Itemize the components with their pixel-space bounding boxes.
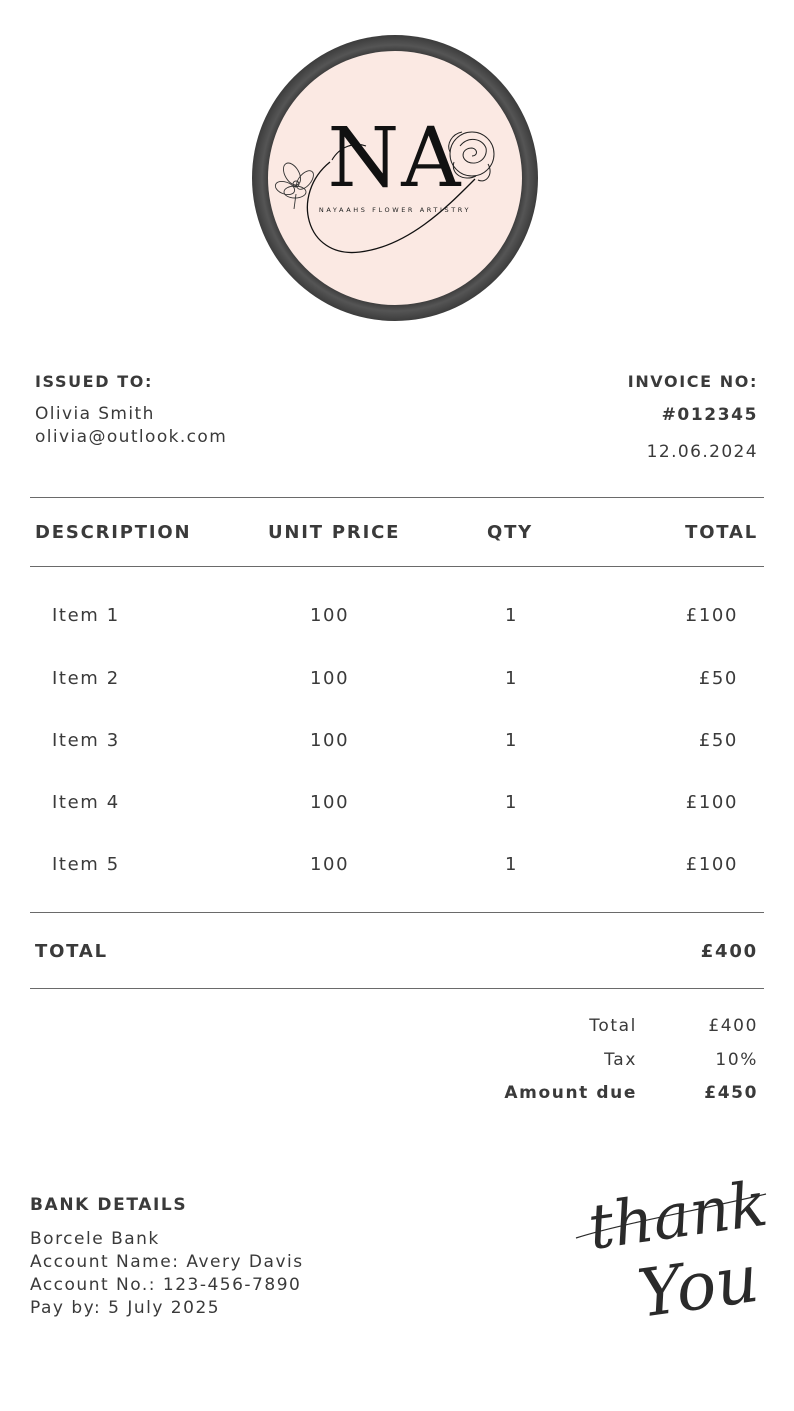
- row-unit-price: 100: [310, 668, 350, 689]
- summary-due-value: £450: [704, 1083, 758, 1103]
- row-description: Item 1: [52, 605, 120, 626]
- table-row: [0, 605, 794, 635]
- row-total: £50: [698, 730, 738, 751]
- logo-monogram: NA: [327, 111, 463, 206]
- logo-tagline: NAYAAHS FLOWER ARTISTRY: [318, 206, 472, 214]
- bank-name: Borcele Bank: [30, 1229, 160, 1249]
- row-qty: 1: [505, 792, 519, 813]
- summary-total-label: Total: [589, 1016, 637, 1036]
- row-unit-price: 100: [310, 605, 350, 626]
- header-qty: QTY: [487, 522, 534, 543]
- summary-due-label: Amount due: [504, 1083, 637, 1103]
- table-row: [0, 854, 794, 884]
- brand-logo: [250, 34, 540, 322]
- summary-tax-value: 10%: [715, 1050, 758, 1070]
- pay-by: Pay by: 5 July 2025: [30, 1298, 221, 1318]
- row-unit-price: 100: [310, 854, 350, 875]
- divider: [30, 988, 764, 989]
- row-total: £100: [685, 792, 738, 813]
- issued-to-name: Olivia Smith: [35, 404, 155, 424]
- header-total: TOTAL: [685, 522, 758, 543]
- divider: [30, 566, 764, 567]
- table-row: [0, 668, 794, 698]
- bank-details-block: [30, 1228, 304, 1320]
- bank-details-label: BANK DETAILS: [30, 1195, 188, 1215]
- divider: [30, 497, 764, 498]
- row-qty: 1: [505, 605, 519, 626]
- you-text: You: [633, 1239, 764, 1333]
- summary-total-value: £400: [708, 1016, 758, 1036]
- divider: [30, 912, 764, 913]
- table-row: [0, 730, 794, 760]
- issued-to-label: ISSUED TO:: [35, 372, 153, 391]
- row-total: £50: [698, 668, 738, 689]
- row-unit-price: 100: [310, 792, 350, 813]
- invoice-no-label: INVOICE NO:: [627, 372, 758, 391]
- summary-tax-label: Tax: [604, 1050, 637, 1070]
- row-description: Item 5: [52, 854, 120, 875]
- row-qty: 1: [505, 854, 519, 875]
- account-name: Account Name: Avery Davis: [30, 1252, 304, 1272]
- row-qty: 1: [505, 668, 519, 689]
- thank-you-script: [570, 1150, 780, 1355]
- row-total: £100: [685, 605, 738, 626]
- table-row: [0, 792, 794, 822]
- invoice-date: 12.06.2024: [646, 442, 758, 462]
- row-description: Item 4: [52, 792, 120, 813]
- row-unit-price: 100: [310, 730, 350, 751]
- row-description: Item 2: [52, 668, 120, 689]
- thank-text: thank: [583, 1166, 772, 1264]
- row-total: £100: [685, 854, 738, 875]
- header-description: DESCRIPTION: [35, 522, 192, 543]
- total-label: TOTAL: [35, 941, 108, 962]
- issued-to-email: olivia@outlook.com: [35, 427, 228, 447]
- account-number: Account No.: 123-456-7890: [30, 1275, 302, 1295]
- row-qty: 1: [505, 730, 519, 751]
- header-unit-price: UNIT PRICE: [268, 522, 401, 543]
- invoice-number: #012345: [661, 405, 758, 425]
- row-description: Item 3: [52, 730, 120, 751]
- total-value: £400: [700, 941, 758, 962]
